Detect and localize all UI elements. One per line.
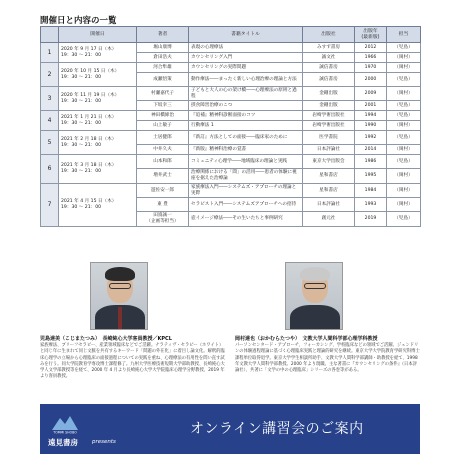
session-number: 4 — [41, 111, 59, 131]
book-author: 山上敏子 — [137, 121, 189, 131]
book-publisher: 金剛出版 — [303, 101, 355, 111]
lecturer-description: 家族療法、ブリーフセラピー、産業領域臨床などでご活躍。ナラティヴ・セラピー（ホワイト）と同じ年に生まれて同じ文脈を共有するキーワード「問題の外在化」に着目し論文化。解釈的臨床心理学の立場から心理臨床の面接過程についての実践を重ね、心理療法の有用性を問い直す試みを行う。同大学院教育学専攻博士課程修了。九州大学医療技術短期大学部助教授、長崎純心大学人文学部教授等を経て、2000 年 4 月より長崎純心大学大学院臨床心理学分野教授、2019 年より客員教授。 — [40, 343, 225, 380]
header-publisher: 出版社 — [303, 27, 355, 43]
table-header-row — [41, 27, 421, 43]
book-charge: （岡村） — [387, 121, 421, 131]
book-year: 1993 — [355, 198, 387, 212]
book-author: 神田橋條治 — [137, 111, 189, 121]
session-number: 6 — [41, 155, 59, 183]
logo-text: TOMMI SHOBO — [53, 430, 77, 434]
publisher-logo-icon — [50, 412, 80, 434]
lecturer-description: パーソンセンタード・アプローチ、フォーカシング、学校臨床などの領域でご活躍。ジェンドリンの体験過程理論に基づく心理臨床実践と理論的研究を継続。東京大学大学院教育学研究科博士課程単位取得退学。東京大学学生相談所助手、文教大学人間科学部講師・助教授を経て、1998 年文教大学人間科学部教授。2000 年より現職。主な著書に『カウンセリングの条件』（日本評論社）、共著に「文学の中の心理臨床」シリーズの各巻等がある。 — [235, 343, 420, 374]
publisher-name: 遠見書房 — [48, 438, 78, 447]
book-author: 東 豊 — [137, 198, 189, 212]
book-year: 2009 — [355, 87, 387, 101]
book-title: カウンセリング入門 — [189, 53, 303, 63]
book-publisher: 星和書店 — [303, 183, 355, 197]
session-date: 2021 年 3 月 18 日（木） 19：30 ～ 21：00 — [59, 155, 137, 183]
header-author: 著者 — [137, 27, 189, 43]
book-publisher: 日本評論社 — [303, 198, 355, 212]
book-charge: （児島） — [387, 131, 421, 145]
book-title: 治療関係における「間」の活用――患者の体験に視座を据えた治療論 — [189, 169, 303, 183]
table-row — [41, 155, 421, 169]
book-year: 1970 — [355, 63, 387, 73]
lecturers-section — [40, 262, 420, 402]
book-year: 1990 — [355, 121, 387, 131]
book-title: 家族療法入門――システムズ・アプローチの理論と実際 — [189, 183, 303, 197]
session-date: 2020 年 9 月 17 日（木） 19：30 ～ 21：00 — [59, 43, 137, 63]
book-year: 2019 — [355, 212, 387, 226]
presents-text: presents — [92, 439, 116, 445]
book-title: カウンセリングの実際問題 — [189, 63, 303, 73]
book-title: 子どもと大人の心の架け橋――心理療法の原則と過程 — [189, 87, 303, 101]
table-row — [41, 111, 421, 121]
session-number: 1 — [41, 43, 59, 63]
book-author: 下坂幸三 — [137, 101, 189, 111]
book-charge: （児島） — [387, 111, 421, 121]
book-year: 2014 — [355, 145, 387, 155]
book-year: 1984 — [355, 183, 387, 197]
book-year: 1966 — [355, 53, 387, 63]
book-author: 土居健郎 — [137, 131, 189, 145]
header-date: 開催日 — [59, 27, 137, 43]
session-date: 2020 年 11 月 19 日（木） 19：30 ～ 21：00 — [59, 87, 137, 111]
book-title: 摂食障害治療のこつ — [189, 101, 303, 111]
lecturer-photo-kojima — [90, 262, 148, 330]
lecturer-name: 岡村達也（おかむらたつや） 文教大学人間科学部心理学科教授 — [235, 336, 378, 342]
book-publisher: 岩崎学術出版社 — [303, 111, 355, 121]
header-title: 書籍タイトル — [189, 27, 303, 43]
book-charge: （児島） — [387, 155, 421, 169]
book-year: 1992 — [355, 131, 387, 145]
book-publisher: みすず書房 — [303, 43, 355, 53]
book-title: コミュニティ心理学――地域臨床の理論と実践 — [189, 155, 303, 169]
book-charge: （岡村） — [387, 63, 421, 73]
book-charge: （岡村） — [387, 169, 421, 183]
book-author: 村瀬嘉代子 — [137, 87, 189, 101]
book-title: 表現の心理療法 — [189, 43, 303, 53]
table-row — [41, 63, 421, 73]
book-publisher: 誠信書房 — [303, 63, 355, 73]
book-publisher: 医学書院 — [303, 131, 355, 145]
book-charge: （岡村） — [387, 53, 421, 63]
book-year: 1995 — [355, 169, 387, 183]
book-publisher: 創元社 — [303, 212, 355, 226]
header-year: 出版年 (最新版) — [355, 27, 387, 43]
book-author: 河合隼雄 — [137, 63, 189, 73]
book-title: セラピスト入門――システムズアプローチへの招待 — [189, 198, 303, 212]
book-author: 中井久夫 — [137, 145, 189, 155]
book-author: 成瀬悟策 — [137, 73, 189, 87]
table-row — [41, 43, 421, 53]
book-author: 遊佐安一郎 — [137, 183, 189, 197]
session-number: 5 — [41, 131, 59, 155]
book-year: 2012 — [355, 43, 387, 53]
book-charge: （岡村） — [387, 198, 421, 212]
schedule-table — [40, 26, 421, 227]
session-date: 2021 年 1 月 21 日（木） 19：30 ～ 21：00 — [59, 111, 137, 131]
session-number: 2 — [41, 63, 59, 87]
book-year: 2000 — [355, 73, 387, 87]
header-charge: 担当 — [387, 27, 421, 43]
session-number: 3 — [41, 87, 59, 111]
book-publisher: 金剛出版 — [303, 87, 355, 101]
book-charge: （児島） — [387, 43, 421, 53]
book-title: 『追補』精神科診断面接のコツ — [189, 111, 303, 121]
banner-title: オンライン講習会のご案内 — [190, 421, 364, 437]
session-date: 2021 年 2 月 18 日（木） 19：30 ～ 21：00 — [59, 131, 137, 155]
book-charge: （児島） — [387, 101, 421, 111]
book-author: 増井武士 — [137, 169, 189, 183]
book-author: 山本和郎 — [137, 155, 189, 169]
book-publisher: 日本評論社 — [303, 145, 355, 155]
book-author: 堀山康博 — [137, 43, 189, 53]
book-charge: （児島） — [387, 73, 421, 87]
book-title: 動作療法――まったく新しい心理治療の理論と方法 — [189, 73, 303, 87]
lecturer-bio-kojima — [40, 336, 225, 381]
book-publisher: 誠信書房 — [303, 73, 355, 87]
session-date: 2021 年 4 月 15 日（木） 19：30 ～ 21：00 — [59, 183, 137, 226]
book-year: 1986 — [355, 155, 387, 169]
table-row — [41, 183, 421, 197]
footer-banner — [40, 404, 420, 454]
book-title: 『新訂』方法としての面接――臨床家のために — [189, 131, 303, 145]
book-charge: （岡村） — [387, 183, 421, 197]
book-publisher: 東京大学出版会 — [303, 155, 355, 169]
book-publisher: 星和書店 — [303, 169, 355, 183]
book-title: 壺イメージ療法――その生いたちと事例研究 — [189, 212, 303, 226]
lecturer-bio-okamura — [235, 336, 420, 374]
book-year: 2001 — [355, 101, 387, 111]
book-charge: （岡村） — [387, 145, 421, 155]
book-title: 行動療法 1 — [189, 121, 303, 131]
section-title: 開催日と内容の一覧 — [40, 16, 117, 26]
book-year: 1994 — [355, 111, 387, 121]
table-row — [41, 87, 421, 101]
header-no — [41, 27, 59, 43]
book-author: 田嶌誠一 （企画等担当） — [137, 212, 189, 226]
book-title: 『新版』精神科治療の覚書 — [189, 145, 303, 155]
book-author: 倉田浩夫 — [137, 53, 189, 63]
lecturer-name: 児島達美（こじまたつみ） 長崎純心大学客員教授／KPCL — [40, 336, 172, 342]
session-date: 2020 年 10 月 15 日（木） 19：30 ～ 21：00 — [59, 63, 137, 87]
table-row — [41, 131, 421, 145]
book-charge: （岡村） — [387, 87, 421, 101]
book-charge: （児島） — [387, 212, 421, 226]
book-publisher: 誠文社 — [303, 53, 355, 63]
session-number: 7 — [41, 183, 59, 226]
lecturer-photo-okamura — [285, 262, 343, 330]
book-publisher: 岩崎学術出版社 — [303, 121, 355, 131]
